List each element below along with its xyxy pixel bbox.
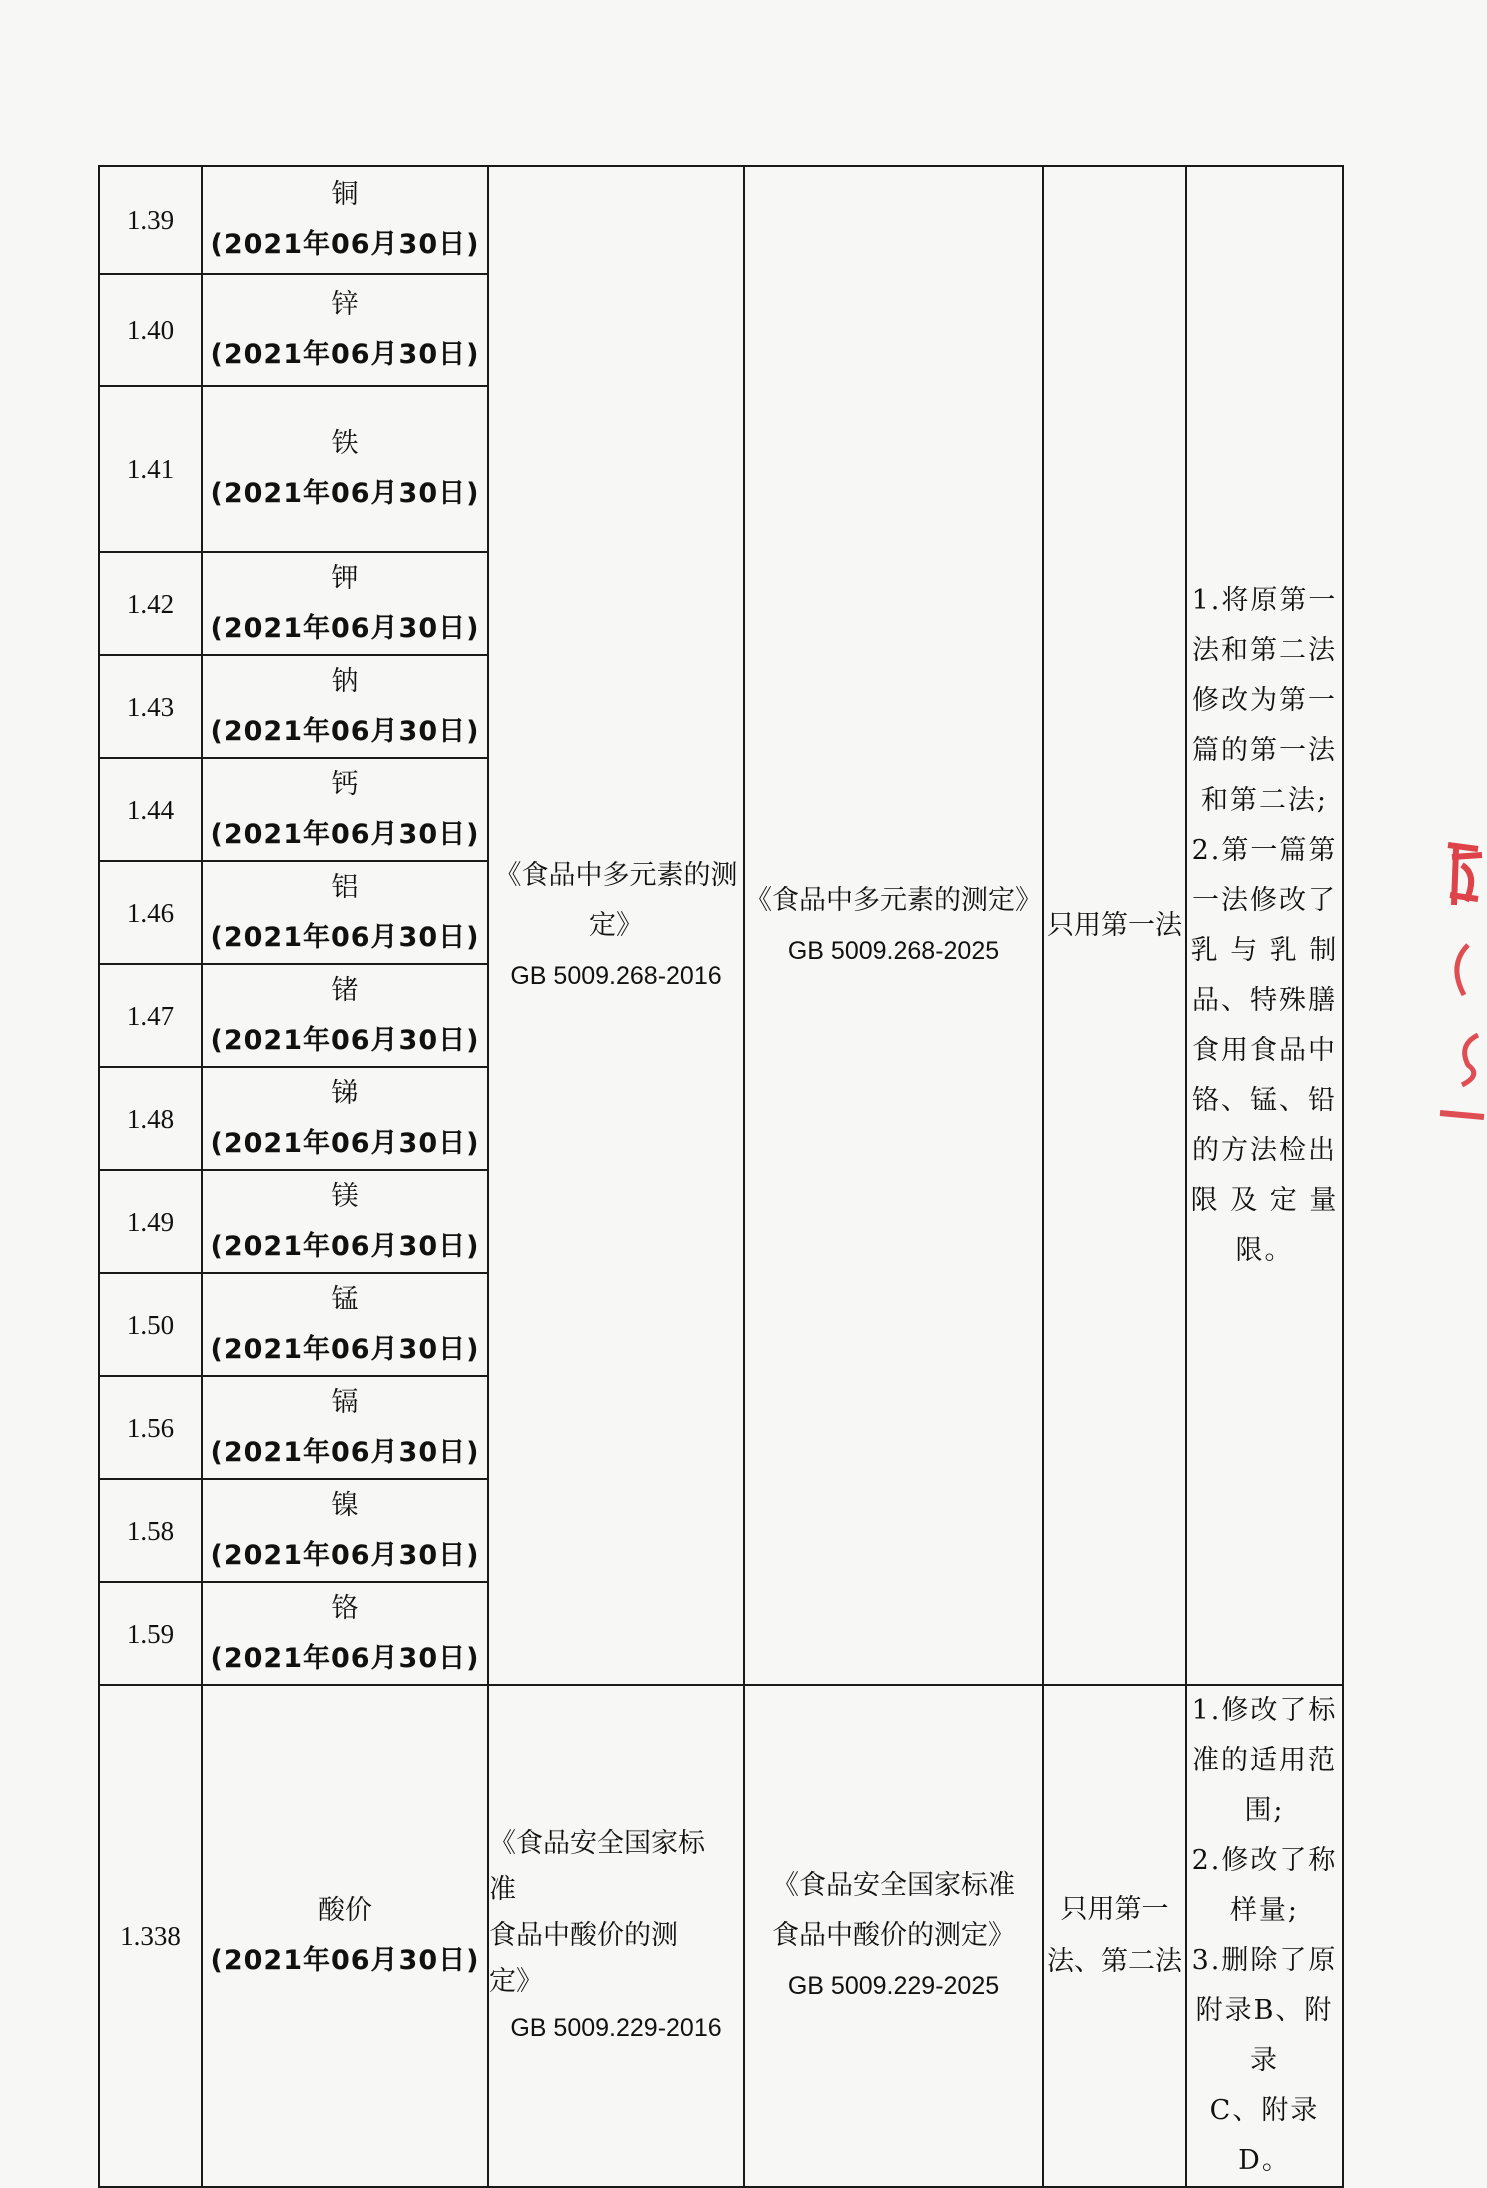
item-name: 镁: [331, 1180, 359, 1212]
item-date: (2021年06月30日): [210, 1436, 480, 1468]
item-cell: [202, 166, 488, 274]
item-name: 锌: [331, 289, 359, 320]
item-number: 1.43: [99, 655, 202, 758]
item-date: (2021年06月30日): [210, 612, 480, 644]
method-text: 只用第一法: [1047, 909, 1182, 941]
item-cell: [202, 274, 488, 386]
remark-line: 篇的第一法: [1192, 734, 1337, 766]
new-standard-title: 《食品中多元素的测定》: [745, 884, 1042, 916]
remark-line: 围;: [1244, 1795, 1285, 1826]
item-number: 1.56: [99, 1376, 202, 1479]
item-number: 1.338: [99, 1685, 202, 2187]
new-standard-code: GB 5009.229-2025: [787, 1972, 1000, 2000]
remark-line: 2.第一篇第: [1191, 834, 1338, 866]
item-number: 1.48: [99, 1067, 202, 1170]
new-standard-code: GB 5009.268-2025: [787, 936, 1000, 965]
new-standard-title: 《食品安全国家标准: [772, 1870, 1015, 1901]
item-number: 1.50: [99, 1273, 202, 1376]
item-date: (2021年06月30日): [210, 1945, 480, 1976]
item-date: (2021年06月30日): [210, 715, 480, 747]
item-name: 铝: [331, 871, 359, 903]
item-date: (2021年06月30日): [210, 1539, 480, 1571]
remark-line: 的方法检出: [1192, 1134, 1337, 1166]
method-text-cont: 法、第二法: [1047, 1946, 1182, 1977]
method-cell: [1043, 166, 1186, 1685]
item-cell: [202, 552, 488, 655]
item-number: 1.58: [99, 1479, 202, 1582]
remark-line: 品、特殊膳: [1192, 984, 1337, 1016]
item-cell: [202, 655, 488, 758]
old-standard-title: 食品中酸价的测: [489, 1920, 678, 1951]
item-name: 酸价: [318, 1895, 372, 1926]
remark-line: 一法修改了: [1192, 884, 1337, 916]
remark-line: 铬、锰、铅: [1192, 1084, 1337, 1116]
item-cell: [202, 758, 488, 861]
new-standard-cell: [744, 166, 1043, 1685]
item-date: (2021年06月30日): [210, 1333, 480, 1365]
old-standard-title-cont: 定》: [589, 909, 643, 941]
item-name: 铬: [331, 1592, 359, 1624]
item-cell: [202, 1479, 488, 1582]
standards-table: [98, 165, 1344, 2188]
item-number: 1.40: [99, 274, 202, 386]
remark-line: 限 及 定 量: [1190, 1184, 1339, 1216]
remark-line: 法和第二法: [1192, 634, 1337, 666]
old-standard-title: 准: [489, 1874, 516, 1905]
item-name: 镉: [331, 1386, 359, 1418]
table-row: [99, 1685, 1343, 2187]
remark-line: C、附录D。: [1209, 2095, 1320, 2176]
item-cell: [202, 1170, 488, 1273]
table-row: [99, 166, 1343, 274]
item-name: 钠: [331, 665, 359, 697]
remark-line: 样量;: [1229, 1895, 1300, 1926]
remark-line: 1.将原第一: [1191, 584, 1338, 616]
item-name: 钾: [331, 562, 359, 594]
item-name: 锑: [331, 1077, 359, 1109]
remark-line: 2.修改了称: [1191, 1845, 1338, 1876]
item-date: (2021年06月30日): [210, 1642, 480, 1674]
item-name: 锗: [331, 974, 359, 1006]
item-date: (2021年06月30日): [210, 229, 480, 260]
remark-cell: [1186, 166, 1343, 1685]
remark-line: 准的适用范: [1192, 1745, 1337, 1776]
item-cell: [202, 1273, 488, 1376]
item-cell: [202, 386, 488, 552]
remark-line: 和第二法;: [1200, 784, 1329, 816]
old-standard-code: GB 5009.268-2016: [510, 961, 722, 990]
item-date: (2021年06月30日): [210, 339, 480, 370]
item-number: 1.41: [99, 386, 202, 552]
item-number: 1.47: [99, 964, 202, 1067]
item-name: 钙: [331, 768, 359, 800]
red-seal-stamp: [1438, 835, 1487, 1125]
item-number: 1.59: [99, 1582, 202, 1685]
item-date: (2021年06月30日): [210, 1230, 480, 1262]
item-name: 铜: [331, 179, 359, 210]
item-cell: [202, 861, 488, 964]
old-standard-title: 《食品中多元素的测: [494, 859, 738, 891]
item-cell: [202, 1067, 488, 1170]
item-cell: [202, 1582, 488, 1685]
method-text: 只用第一: [1060, 1894, 1169, 1925]
old-standard-code: GB 5009.229-2016: [510, 2014, 722, 2042]
remark-line: 乳 与 乳 制: [1190, 934, 1339, 966]
item-date: (2021年06月30日): [210, 818, 480, 850]
item-date: (2021年06月30日): [210, 921, 480, 953]
item-date: (2021年06月30日): [210, 1024, 480, 1056]
remark-line: 1.修改了标: [1191, 1695, 1338, 1726]
remark-line: 3.删除了原: [1191, 1945, 1338, 1976]
new-standard-title-cont: 食品中酸价的测定》: [772, 1920, 1015, 1951]
old-standard-cell: [488, 166, 744, 1685]
item-number: 1.44: [99, 758, 202, 861]
item-number: 1.46: [99, 861, 202, 964]
item-name: 镍: [331, 1489, 359, 1521]
remark-line: 限。: [1235, 1234, 1294, 1266]
item-date: (2021年06月30日): [210, 1127, 480, 1159]
remark-cell: [1186, 1685, 1343, 2187]
new-standard-cell: [744, 1685, 1043, 2187]
item-cell: [202, 964, 488, 1067]
method-cell: [1043, 1685, 1186, 2187]
item-date: (2021年06月30日): [210, 478, 480, 509]
remark-line: 食用食品中: [1192, 1034, 1337, 1066]
remark-line: 修改为第一: [1192, 684, 1337, 716]
item-number: 1.42: [99, 552, 202, 655]
remark-line: 附录B、附录: [1195, 1995, 1334, 2076]
old-standard-cell: [488, 1685, 744, 2187]
item-number: 1.39: [99, 166, 202, 274]
item-name: 锰: [331, 1283, 359, 1315]
item-number: 1.49: [99, 1170, 202, 1273]
item-cell: [202, 1685, 488, 2187]
item-name: 铁: [331, 428, 359, 459]
old-standard-title: 《食品安全国家标: [489, 1828, 705, 1859]
old-standard-title: 定》: [489, 1966, 543, 1997]
item-cell: [202, 1376, 488, 1479]
